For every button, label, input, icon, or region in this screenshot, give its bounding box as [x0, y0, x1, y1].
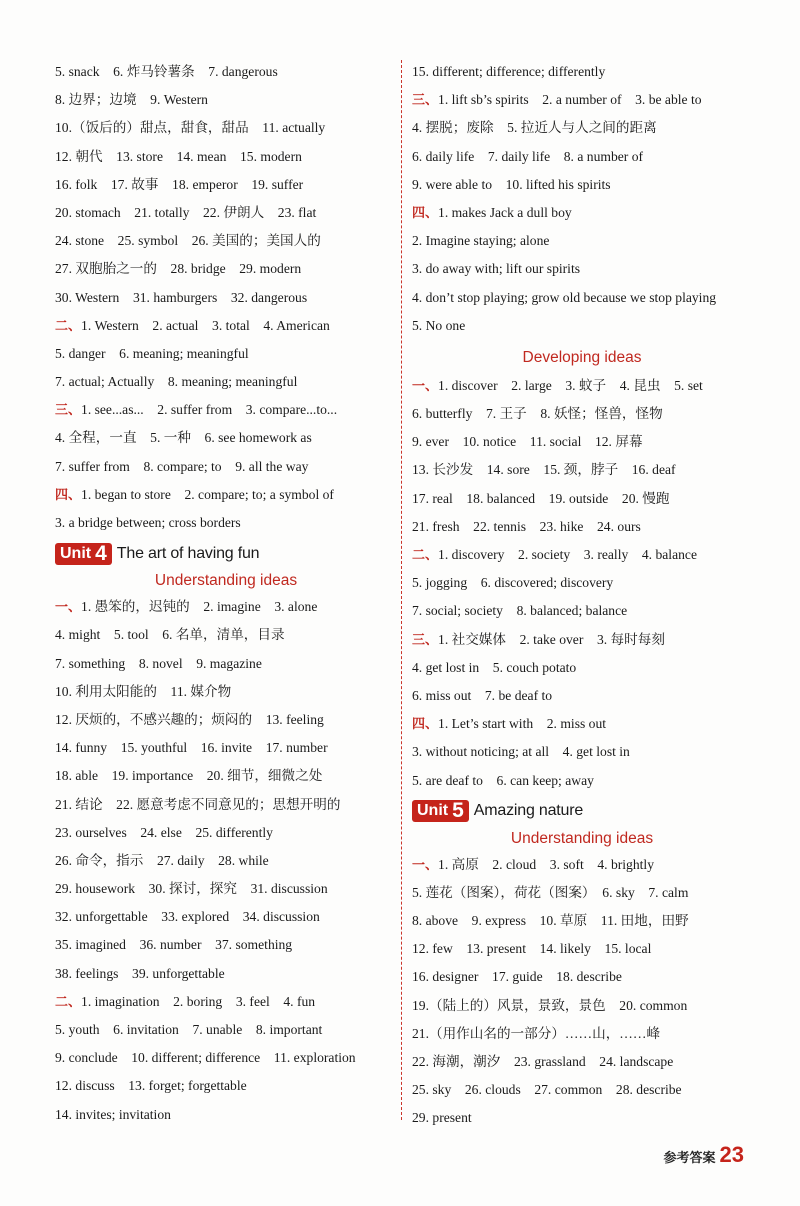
section-number: 三、: [55, 403, 82, 419]
answer-text: 1. see...as... 2. suffer from 3. compare...to...: [81, 402, 338, 418]
answer-text: 3. a bridge between; cross borders: [55, 515, 241, 530]
footer-label: 参考答案: [663, 1151, 716, 1166]
right-column: [412, 58, 752, 1133]
answer-line: [412, 456, 752, 484]
answer-line: [55, 960, 397, 988]
answer-text: 1. Let’s start with 2. miss out: [438, 716, 607, 732]
answer-line: [412, 597, 752, 625]
answer-line: [55, 171, 397, 199]
answer-text: 6. butterfly 7. 王子 8. 妖怪；怪兽，怪物: [412, 406, 663, 422]
answer-text: 26. 命令，指示 27. daily 28. while: [55, 852, 269, 868]
unit-heading: [55, 539, 397, 568]
answer-text: 7. suffer from 8. compare; to 9. all the way: [55, 458, 309, 474]
page-number: 23: [719, 1142, 744, 1167]
answer-line: [412, 372, 752, 400]
answer-line: [55, 791, 397, 819]
answer-text: 1. discover 2. large 3. 蚊子 4. 昆虫 5. set: [438, 377, 703, 393]
answer-line: [55, 199, 397, 227]
answer-line: [55, 86, 397, 114]
answer-text: 9. conclude 10. different; difference 11. exploration: [55, 1050, 356, 1066]
answer-text: 25. sky 26. clouds 27. common 28. describe: [412, 1082, 682, 1098]
answer-line: [412, 569, 752, 597]
answer-line: [55, 58, 397, 86]
section-number: 二、: [55, 994, 82, 1010]
answer-line: [55, 678, 397, 706]
answer-line: [55, 284, 397, 312]
unit-title: Amazing nature: [473, 802, 584, 820]
section-number: 二、: [55, 318, 82, 334]
answer-text: 3. without noticing; at all 4. get lost in: [412, 744, 630, 760]
answer-line: [412, 907, 752, 935]
column-divider: [401, 60, 402, 1120]
answer-text: 27. 双胞胎之一的 28. bridge 29. modern: [55, 261, 302, 277]
answer-line: [412, 710, 752, 738]
answer-line: [55, 988, 397, 1016]
answer-line: [55, 762, 397, 790]
answer-line: [55, 593, 397, 621]
answer-line: [55, 650, 397, 678]
unit-number: 5: [452, 799, 464, 823]
answer-line: [412, 682, 752, 710]
answer-text: 12. discuss 13. forget; forgettable: [55, 1078, 247, 1094]
section-subheading: Developing ideas: [522, 348, 642, 366]
answer-line: [55, 453, 397, 481]
answer-text: 18. able 19. importance 20. 细节，细微之处: [55, 768, 323, 784]
answer-text: 5. No one: [412, 317, 466, 333]
answer-text: 1. lift sb’s spirits 2. a number of 3. be able to: [438, 92, 702, 108]
answer-text: 5. danger 6. meaning; meaningful: [55, 345, 249, 361]
answer-text: 17. real 18. balanced 19. outside 20. 慢跑: [412, 490, 670, 506]
answer-text: 5. are deaf to 6. can keep; away: [412, 772, 594, 788]
answer-text: 38. feelings 39. unforgettable: [55, 965, 225, 981]
answer-line: [412, 738, 752, 766]
answer-text: 20. stomach 21. totally 22. 伊朗人 23. flat: [55, 204, 317, 220]
answer-line: [412, 654, 752, 682]
answer-text: 8. above 9. express 10. 草原 11. 田地，田野: [412, 913, 689, 929]
answer-line: [55, 847, 397, 875]
answer-text: 4. might 5. tool 6. 名单，清单，目录: [55, 627, 285, 643]
answer-line: [412, 992, 752, 1020]
answer-text: 8. 边界；边境 9. Western: [55, 92, 208, 108]
answer-line: [55, 143, 397, 171]
answer-line: [55, 227, 397, 255]
answer-text: 5. jogging 6. discovered; discovery: [412, 575, 614, 591]
answer-line: [55, 819, 397, 847]
answer-line: [55, 114, 397, 142]
answer-line: [412, 171, 752, 199]
answer-line: [55, 368, 397, 396]
answer-line: [55, 1072, 397, 1100]
section-subheading: Understanding ideas: [154, 572, 298, 590]
answer-line: [412, 143, 752, 171]
unit-heading: [412, 797, 752, 826]
answer-text: 2. Imagine staying; alone: [412, 233, 550, 249]
answer-line: [412, 428, 752, 456]
answer-text: 12. 朝代 13. store 14. mean 15. modern: [55, 148, 302, 164]
answer-line: [412, 284, 752, 312]
answer-line: [55, 903, 397, 931]
page-footer: [664, 1142, 745, 1168]
answer-text: 9. were able to 10. lifted his spirits: [412, 176, 611, 192]
answer-line: [412, 1104, 752, 1132]
answer-text: 10.（饭后的）甜点，甜食，甜品 11. actually: [55, 120, 326, 136]
answer-text: 14. invites; invitation: [55, 1106, 171, 1122]
answer-line: [412, 1048, 752, 1076]
answer-line: [55, 1044, 397, 1072]
answer-line: [412, 963, 752, 991]
answer-text: 21. 结论 22. 愿意考虑不同意见的；思想开明的: [55, 796, 341, 812]
unit-badge: [55, 543, 112, 565]
answer-line: [55, 1016, 397, 1044]
answer-line: [55, 424, 397, 452]
answer-line: [412, 851, 752, 879]
answer-line: [412, 1020, 752, 1048]
answer-text: 16. folk 17. 故事 18. emperor 19. suffer: [55, 176, 304, 192]
answer-text: 1. makes Jack a dull boy: [438, 204, 572, 220]
section-number: 三、: [412, 93, 439, 109]
answer-line: [55, 340, 397, 368]
answer-line: [412, 227, 752, 255]
section-number: 一、: [412, 378, 439, 394]
answer-line: [55, 621, 397, 649]
answer-text: 1. 高原 2. cloud 3. soft 4. brightly: [438, 856, 654, 872]
answer-line: [412, 935, 752, 963]
answer-line: [412, 312, 752, 340]
section-number: 一、: [412, 857, 439, 873]
answer-line: [412, 86, 752, 114]
answer-text: 4. don’t stop playing; grow old because we stop playing: [412, 289, 717, 305]
answer-line: [412, 541, 752, 569]
answer-text: 13. 长沙发 14. sore 15. 颈，脖子 16. deaf: [412, 462, 676, 478]
answer-text: 23. ourselves 24. else 25. differently: [55, 824, 273, 840]
answer-line: [412, 513, 752, 541]
answer-line: [412, 1076, 752, 1104]
answer-text: 12. 厌烦的，不感兴趣的；烦闷的 13. feeling: [55, 711, 324, 727]
section-number: 二、: [412, 548, 439, 563]
answer-text: 1. began to store 2. compare; to; a symbol of: [81, 486, 334, 502]
answer-line: [412, 767, 752, 795]
answer-line: [55, 706, 397, 734]
answer-line: [55, 734, 397, 762]
answer-text: 5. youth 6. invitation 7. unable 8. important: [55, 1022, 323, 1037]
section-number: 一、: [55, 600, 82, 616]
answer-text: 7. something 8. novel 9. magazine: [55, 655, 262, 671]
answer-text: 9. ever 10. notice 11. social 12. 屏幕: [412, 434, 643, 450]
unit-label: Unit: [60, 544, 92, 562]
answer-text: 4. get lost in 5. couch potato: [412, 659, 577, 675]
answer-text: 1. discovery 2. society 3. really 4. balance: [438, 547, 697, 562]
answer-text: 6. daily life 7. daily life 8. a number of: [412, 148, 644, 164]
unit-title: The art of having fun: [116, 544, 260, 562]
answer-line: [412, 199, 752, 227]
answer-line: [412, 114, 752, 142]
answer-line: [412, 485, 752, 513]
answer-text: 12. few 13. present 14. likely 15. local: [412, 941, 652, 957]
answer-line: [55, 396, 397, 424]
answer-text: 5. 莲花（图案），荷花（图案） 6. sky 7. calm: [412, 884, 689, 900]
answer-text: 21. fresh 22. tennis 23. hike 24. ours: [412, 518, 641, 534]
answer-line: [55, 509, 397, 537]
unit-number: 4: [95, 541, 107, 565]
answer-line: [412, 879, 752, 907]
answer-line: [412, 400, 752, 428]
answer-text: 29. present: [412, 1110, 472, 1126]
answer-text: 22. 海潮，潮汐 23. grassland 24. landscape: [412, 1054, 674, 1069]
section-number: 四、: [412, 717, 439, 733]
answer-line: [55, 875, 397, 903]
answer-line: [55, 931, 397, 959]
left-column: [55, 58, 397, 1129]
answer-text: 3. do away with; lift our spirits: [412, 261, 581, 277]
unit-label: Unit: [417, 802, 449, 820]
answer-text: 15. different; difference; differently: [412, 64, 606, 79]
answer-text: 29. housework 30. 探讨，探究 31. discussion: [55, 881, 328, 897]
answer-line: [55, 312, 397, 340]
answer-text: 1. Western 2. actual 3. total 4. American: [81, 317, 330, 333]
answer-line: [55, 481, 397, 509]
answer-text: 30. Western 31. hamburgers 32. dangerous: [55, 289, 308, 305]
section-number: 四、: [55, 487, 82, 503]
answer-text: 1. 社交媒体 2. take over 3. 每时每刻: [438, 631, 665, 647]
answer-text: 35. imagined 36. number 37. something: [55, 937, 293, 953]
answer-line: [412, 255, 752, 283]
answer-text: 10. 利用太阳能的 11. 媒介物: [55, 683, 232, 699]
answer-line: [412, 626, 752, 654]
answer-text: 32. unforgettable 33. explored 34. discussion: [55, 909, 320, 925]
answer-text: 5. snack 6. 炸马铃薯条 7. dangerous: [55, 64, 278, 79]
unit-badge: [412, 800, 469, 822]
answer-line: [412, 58, 752, 86]
answer-text: 1. 愚笨的，迟钝的 2. imagine 3. alone: [81, 599, 318, 615]
answer-line: [55, 255, 397, 283]
answer-text: 14. funny 15. youthful 16. invite 17. number: [55, 740, 328, 756]
answer-line: [55, 1101, 397, 1129]
answer-text: 24. stone 25. symbol 26. 美国的；美国人的: [55, 233, 321, 249]
answer-text: 7. actual; Actually 8. meaning; meaningful: [55, 374, 298, 390]
answer-text: 4. 全程，一直 5. 一种 6. see homework as: [55, 430, 312, 446]
section-number: 三、: [412, 632, 439, 648]
answer-text: 16. designer 17. guide 18. describe: [412, 969, 622, 985]
answer-text: 19.（陆上的）风景，景致，景色 20. common: [412, 997, 688, 1013]
answer-text: 4. 摆脱；废除 5. 拉近人与人之间的距离: [412, 120, 657, 136]
answer-text: 21.（用作山名的一部分）……山，……峰: [412, 1025, 661, 1041]
answer-text: 7. social; society 8. balanced; balance: [412, 603, 628, 619]
section-number: 四、: [412, 205, 439, 221]
section-subheading: Understanding ideas: [510, 829, 654, 847]
answer-text: 1. imagination 2. boring 3. feel 4. fun: [81, 993, 316, 1009]
answer-text: 6. miss out 7. be deaf to: [412, 687, 553, 703]
